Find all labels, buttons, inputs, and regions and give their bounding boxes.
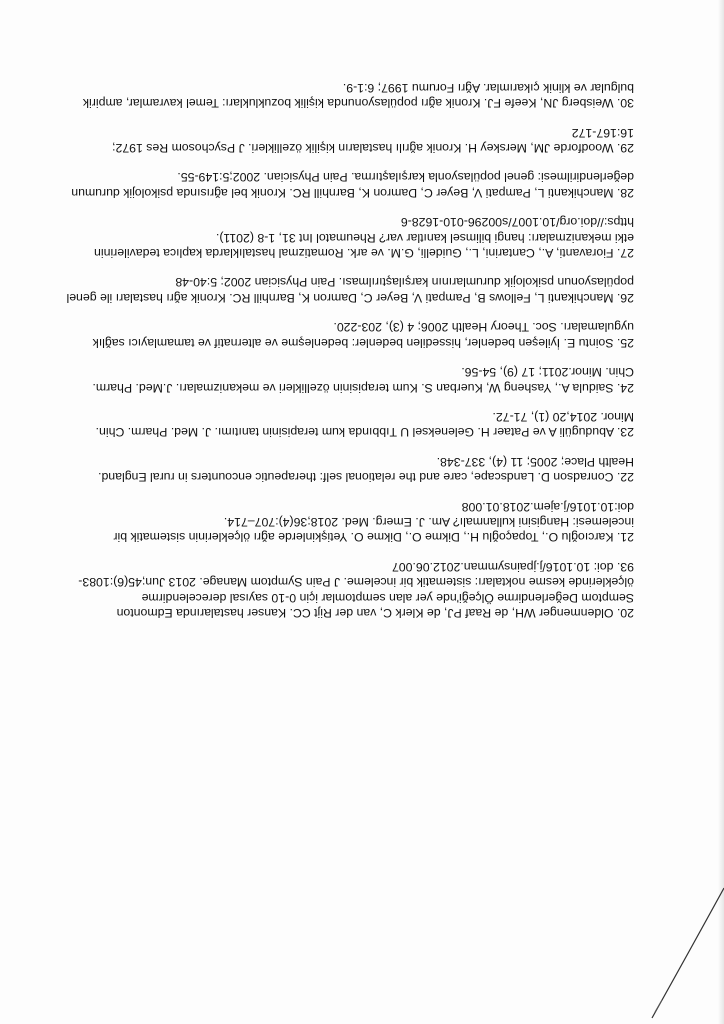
reference-entry — [94, 319, 634, 350]
reference-continuation-line: etki mekanizmaları: hangi bilimsel kanıtlar var? Rheumatol Int 31, 1-8 (2011). — [215, 230, 634, 245]
reference-first-line: 22. Conradson D. Landscape, care and the relational self: therapeutic encounters in rural England. — [98, 470, 634, 485]
reference-first-line: 20. Oldenmenger WH, de Raaf PJ, de Klerk C, van der Rijt CC. Kanser hastalarında Edmonton — [116, 606, 634, 620]
reference-continuation-line: https://doi.org/10.1007/s00296-010-1628-6 — [400, 215, 634, 230]
reference-continuation-line: doi:10.1016/j.ajem.2018.01.008 — [461, 499, 634, 514]
reference-first-line: 29. Woodforde JM, Merskey H. Kronik ağrılı hastaların kişilik özellikleri. J Psychosom Res 1972; — [112, 141, 634, 156]
reference-continuation-line: Health Place; 2005; 11 (4), 337-348. — [436, 454, 634, 469]
reference-first-line: 24. Saidula A., Yasheng W, Kuerban S. Kum terapisinin özellikleri ve mekanizmaları. J.Med. Pharm. — [92, 380, 634, 395]
reference-continuation-line: Chin. Minor.2011; 17 (9), 54-56. — [461, 365, 634, 380]
reference-first-line: 23. Abudugüli A ve Pataer H. Geleneksel U Tıbbında kum terapisinin tanıtımı. J. Med. Pharm. Chin. — [95, 425, 634, 440]
reference-continuation-line: ölçeklerinde kesme noktaları: sistematik bir inceleme. J Pain Symptom Manage. 2013 Jun;45(6):1083- — [78, 575, 634, 590]
reference-continuation-line: incelemesi: Hangisini kullanmalı? Am. J. Emerg. Med. 2018;36(4):707–714. — [223, 514, 634, 529]
reference-entry — [94, 498, 634, 544]
reference-entry — [94, 214, 634, 260]
reference-entry — [94, 409, 634, 440]
reference-entry — [66, 274, 634, 305]
reference-continuation-line: uygulamaları. Soc. Theory Health 2006; 4 (3), 203-220. — [333, 320, 634, 335]
reference-continuation-line: Semptom Değerlendirme Ölçeği'nde yer alan semptomlar için 0-10 sayısal derecelendirme — [141, 590, 634, 605]
reference-continuation-line: bulgular ve klinik çıkarımlar. Ağrı Forumu 1997; 6:1-9. — [342, 80, 634, 95]
reference-continuation-line: değerlendirilmesi: genel popülasyonla karşılaştırma. Pain Physician. 2002;5:149-55. — [177, 170, 634, 185]
reference-first-line: 26. Manchikanti L, Fellows B, Pampati V, Beyer C, Damron K, Barnhill RC. Kronik ağrı hastaları ile genel — [66, 290, 634, 305]
reference-first-line: 27. Fioravanti, A., Cantarini, L., Guidelli, G.M. ve ark. Romatizmal hastalıklarda kaplıca tedavilerinin — [94, 246, 634, 261]
reference-continuation-line: 16:167-172 — [571, 125, 634, 140]
reference-entry — [82, 79, 634, 111]
reference-entry — [94, 453, 634, 484]
reference-first-line: 30. Weisberg JN, Keefe FJ. Kronik ağrı popülasyonunda kişilik bozuklukları: Temel kavramlar, ampirik — [82, 96, 634, 111]
reference-first-line: 21. Karcıoğlu O., Topaçoğlu H., Dikme O., Dikme O. Yetişkinlerde ağrı ölçeklerinin sistematik bir — [113, 530, 634, 545]
reference-first-line: 28. Manchikanti L, Pampati V, Beyer C, Damron K, Barnhill RC. Kronik bel ağrısında psikolojik durumun — [71, 185, 634, 200]
reference-continuation-line: 93. doi: 10.1016/j.jpainsymman.2012.06.007 — [391, 559, 634, 574]
reference-first-line: 25. Sointu E. İyileşen bedenler, hissedilen bedenler: bedenleşme ve alternatif ve tamamlayıcı sağlık — [92, 335, 634, 350]
reference-entry — [71, 169, 634, 200]
reference-entry — [94, 124, 634, 155]
reference-continuation-line: popülasyonun psikolojik durumlarının karşılaştırılması. Pain Physician 2002; 5:40-48 — [175, 275, 634, 290]
reference-list — [66, 65, 634, 620]
reference-continuation-line: Minor. 2014,20 (1), 71-72. — [492, 409, 634, 424]
reference-entry — [78, 558, 634, 620]
reference-entry — [94, 364, 634, 395]
